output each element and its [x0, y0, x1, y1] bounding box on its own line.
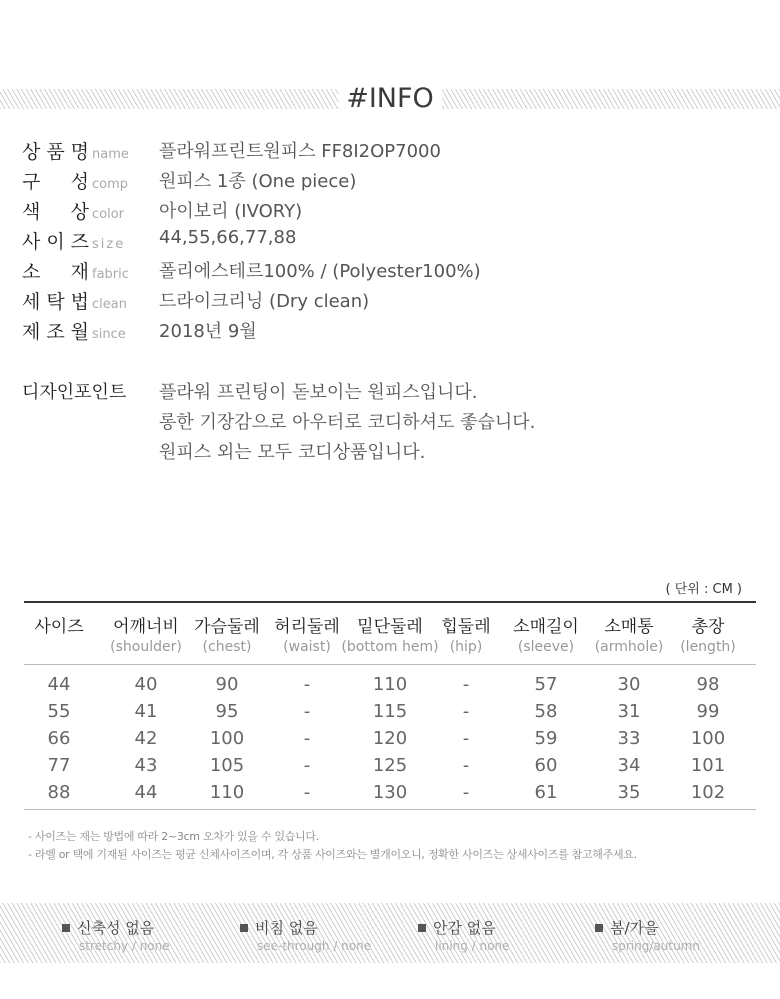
info-label-en: clean [92, 297, 127, 312]
size-note: - 사이즈는 재는 방법에 따라 2~3cm 오차가 있을 수 있습니다. [28, 830, 319, 843]
info-label-en: name [92, 147, 129, 162]
design-point-line: 원피스 외는 모두 코디상품입니다. [159, 442, 426, 463]
table-cell: 55 [47, 701, 71, 722]
table-header-en: (length) [680, 639, 736, 655]
info-label-en: comp [92, 177, 129, 192]
table-header-ko: 소매통 [604, 617, 654, 637]
info-row-clean [22, 287, 370, 313]
feature-title: 비침 없음 [255, 919, 318, 937]
table-cell: - [303, 674, 311, 695]
table-header-en: (chest) [202, 639, 252, 655]
table-header-en: (hip) [449, 639, 483, 655]
table-cell: - [462, 755, 470, 776]
table-cell: 44 [134, 782, 158, 803]
table-cell: - [462, 728, 470, 749]
table-cell: 43 [134, 755, 158, 776]
table-header-en: (sleeve) [517, 639, 575, 655]
feature-en: see-through / none [257, 939, 372, 953]
table-cell: 35 [617, 782, 641, 803]
table-header-rule [24, 664, 756, 665]
table-cell: 60 [534, 755, 558, 776]
info-label: 제 조 월 [22, 321, 89, 343]
info-label-en: size [92, 237, 126, 252]
table-header-ko: 가슴둘레 [194, 617, 260, 637]
info-row-name [22, 137, 441, 163]
table-header-en: (waist) [283, 639, 331, 655]
size-note: - 라벨 or 택에 기재된 사이즈는 평균 신체사이즈이며, 각 상품 사이즈와는 별개이오니, 정확한 사이즈는 상세사이즈를 참고해주세요. [28, 848, 637, 861]
table-cell: 99 [696, 701, 720, 722]
feature-band [0, 903, 780, 963]
table-cell: 31 [617, 701, 641, 722]
table-cell: 41 [134, 701, 158, 722]
table-cell: - [303, 728, 311, 749]
table-cell: 120 [372, 728, 408, 749]
table-cell: - [303, 755, 311, 776]
info-row-since [22, 317, 257, 343]
table-cell: - [462, 782, 470, 803]
info-label: 구 성 [22, 171, 89, 193]
table-cell: 95 [215, 701, 239, 722]
info-label: 세 탁 법 [22, 291, 89, 313]
table-cell: 88 [47, 782, 71, 803]
table-header-en: (bottom hem) [341, 639, 439, 655]
table-header-en: (shoulder) [110, 639, 182, 655]
table-header-ko: 소매길이 [513, 617, 579, 637]
info-value: 폴리에스테르100% / (Polyester100%) [159, 261, 481, 282]
info-value: 원피스 1종 (One piece) [159, 171, 357, 192]
table-cell: 110 [209, 782, 245, 803]
feature-en: spring/autumn [612, 939, 700, 953]
feature-en: stretchy / none [79, 939, 170, 953]
info-label-en: fabric [92, 267, 129, 282]
feature-lining [418, 917, 509, 953]
info-value: 플라워프린트원피스 FF8I2OP7000 [159, 141, 441, 162]
table-top-rule [24, 601, 756, 603]
info-value: 2018년 9월 [159, 321, 257, 342]
table-cell: 105 [209, 755, 245, 776]
table-cell: 57 [534, 674, 558, 695]
feature-title: 신축성 없음 [77, 919, 155, 937]
table-header-ko: 허리둘레 [274, 617, 340, 637]
feature-title: 봄/가을 [610, 919, 659, 937]
table-header-ko: 어깨너비 [113, 617, 179, 637]
table-header-ko: 밑단둘레 [357, 617, 423, 637]
info-row-color [22, 197, 303, 223]
table-cell: 59 [534, 728, 558, 749]
table-cell: 42 [134, 728, 158, 749]
info-label-en: since [92, 327, 126, 342]
square-bullet-icon [240, 924, 248, 932]
table-cell: - [303, 701, 311, 722]
table-bottom-rule [24, 809, 756, 810]
unit-note: ( 단위 : CM ) [665, 582, 742, 597]
table-cell: 61 [534, 782, 558, 803]
table-cell: - [303, 782, 311, 803]
feature-season [595, 917, 700, 953]
table-cell: 77 [47, 755, 71, 776]
table-header-ko: 힙둘레 [441, 617, 491, 637]
feature-title: 안감 없음 [433, 919, 496, 937]
feature-stretch [62, 917, 170, 953]
table-cell: 44 [47, 674, 71, 695]
table-cell: 125 [372, 755, 408, 776]
table-cell: 130 [372, 782, 408, 803]
table-cell: 100 [209, 728, 245, 749]
table-cell: 100 [690, 728, 726, 749]
table-header-ko: 총장 [691, 617, 725, 637]
info-value: 아이보리 (IVORY) [159, 201, 303, 222]
info-value: 드라이크리닝 (Dry clean) [159, 291, 370, 312]
table-cell: 98 [696, 674, 720, 695]
table-cell: 115 [372, 701, 408, 722]
info-row-comp [22, 167, 357, 193]
square-bullet-icon [595, 924, 603, 932]
info-row-size [22, 227, 297, 253]
table-header-ko: 사이즈 [34, 617, 84, 637]
design-point-line: 플라워 프린팅이 돋보이는 원피스입니다. [159, 382, 478, 403]
design-point-line: 롱한 기장감으로 아우터로 코디하셔도 좋습니다. [159, 412, 536, 433]
table-header-en: (armhole) [594, 639, 664, 655]
info-label: 색 상 [22, 201, 89, 223]
table-cell: 66 [47, 728, 71, 749]
table-cell: 102 [690, 782, 726, 803]
table-cell: 58 [534, 701, 558, 722]
info-row-fabric [22, 257, 481, 283]
title-band [0, 83, 780, 114]
page-title: #INFO [338, 85, 442, 112]
table-cell: 110 [372, 674, 408, 695]
table-cell: 30 [617, 674, 641, 695]
table-cell: 34 [617, 755, 641, 776]
info-label-en: color [92, 207, 125, 222]
table-cell: 101 [690, 755, 726, 776]
info-label: 소 재 [22, 261, 89, 283]
table-cell: 33 [617, 728, 641, 749]
table-cell: - [462, 674, 470, 695]
square-bullet-icon [418, 924, 426, 932]
info-label: 사 이 즈 [22, 231, 89, 253]
info-label: 상 품 명 [22, 141, 89, 163]
feature-see-through [240, 917, 371, 953]
table-cell: - [462, 701, 470, 722]
feature-en: lining / none [435, 939, 510, 953]
table-cell: 40 [134, 674, 158, 695]
table-cell: 90 [215, 674, 239, 695]
design-point-label: 디자인포인트 [22, 382, 127, 403]
info-value: 44,55,66,77,88 [159, 227, 297, 248]
square-bullet-icon [62, 924, 70, 932]
